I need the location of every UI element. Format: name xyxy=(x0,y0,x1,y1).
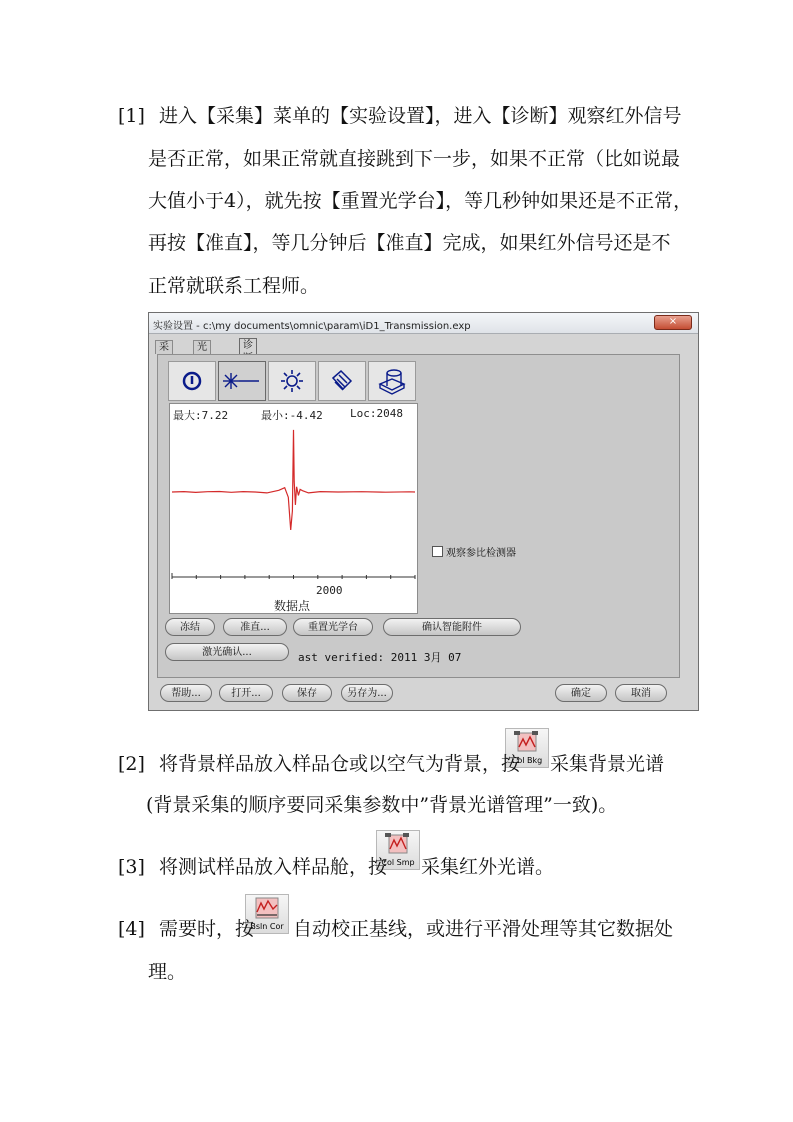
tab-bench[interactable]: 光 xyxy=(193,340,211,354)
reset-bench-button[interactable]: 重置光学台 xyxy=(293,618,373,636)
x-tick-label: 2000 xyxy=(316,584,343,597)
paragraph-4-line-1 xyxy=(118,920,254,939)
paragraph-1-text-3: 大值小于4），就先按【重置光学台】，等几秒钟如果还是不正常， xyxy=(148,190,693,212)
paragraph-4-text-b: 自动校正基线，或进行平滑处理等其它数据处 xyxy=(293,918,674,940)
cancel-button[interactable]: 取消 xyxy=(615,684,667,702)
signal-plot-svg xyxy=(170,404,417,613)
source-icon[interactable] xyxy=(268,361,316,401)
close-button[interactable]: × xyxy=(654,315,692,330)
laser-confirm-button[interactable]: 激光确认... xyxy=(165,643,289,661)
paragraph-2-text-a: 将背景样品放入样品仓或以空气为背景，按 xyxy=(158,753,520,775)
cylinder-icon[interactable] xyxy=(368,361,416,401)
signal-trace xyxy=(172,430,415,530)
experiment-setup-dialog xyxy=(148,312,699,711)
power-icon[interactable] xyxy=(168,361,216,401)
paragraph-4-text-2: 理。 xyxy=(148,961,187,983)
laser-icon[interactable] xyxy=(218,361,266,401)
last-verified-text: ast verified: 2011 3月 07 xyxy=(298,651,462,664)
paragraph-2-number: [2] xyxy=(118,753,145,775)
paragraph-2-text-2: (背景采集的顺序要同采集参数中”背景光谱管理”一致)。 xyxy=(146,794,618,816)
x-axis-label: 数据点 xyxy=(274,599,311,613)
loc-label: Loc:2048 xyxy=(350,407,403,420)
tab-diagnostics[interactable]: 诊 xyxy=(239,338,257,355)
dialog-title: 实验设置 - c:\my documents\omnic\param\iD1_Transmission.exp xyxy=(153,321,471,332)
freeze-button[interactable]: 冻结 xyxy=(165,618,215,636)
reference-detector-checkbox[interactable] xyxy=(432,544,516,559)
open-button[interactable]: 打开... xyxy=(219,684,273,702)
checkbox-box[interactable] xyxy=(432,546,443,557)
paragraph-1-text-2: 是否正常，如果正常就直接跳到下一步，如果不正常（比如说最 xyxy=(148,148,681,170)
paragraph-4-text-a: 需要时，按 xyxy=(158,918,254,940)
paragraph-4-number: [4] xyxy=(118,918,145,940)
save-button[interactable]: 保存 xyxy=(282,684,332,702)
paragraph-3-text-a: 将测试样品放入样品舱，按 xyxy=(158,856,387,878)
tab-collect[interactable]: 采 xyxy=(155,340,173,354)
paragraph-1-line-1 xyxy=(118,107,681,126)
paragraph-3-text-b: 采集红外光谱。 xyxy=(421,856,555,878)
detector-icon[interactable] xyxy=(318,361,366,401)
signal-plot xyxy=(169,403,418,614)
confirm-accessory-button[interactable]: 确认智能附件 xyxy=(383,618,521,636)
paragraph-3-line-1 xyxy=(118,858,387,877)
ok-button[interactable]: 确定 xyxy=(555,684,607,702)
paragraph-1-number: [1] xyxy=(118,105,145,127)
col-smp-label: Col Smp xyxy=(381,858,415,867)
checkbox-label: 观察参比检测器 xyxy=(446,548,516,559)
save-as-button[interactable]: 另存为... xyxy=(341,684,393,702)
x-axis xyxy=(172,573,415,579)
min-label: 最小:-4.42 xyxy=(261,409,323,422)
help-button[interactable]: 帮助... xyxy=(160,684,212,702)
paragraph-2-line-1 xyxy=(118,755,520,774)
diagnostics-panel xyxy=(157,354,680,678)
col-bkg-label: Col Bkg xyxy=(511,756,543,765)
paragraph-3-number: [3] xyxy=(118,856,145,878)
paragraph-1-text-5: 正常就联系工程师。 xyxy=(148,275,320,297)
align-button[interactable]: 准直... xyxy=(223,618,287,636)
paragraph-1-text-4: 再按【准直】，等几分钟后【准直】完成，如果红外信号还是不 xyxy=(148,232,671,254)
paragraph-1-text-1: 进入【采集】菜单的【实验设置】，进入【诊断】观察红外信号 xyxy=(158,105,682,127)
dialog-titlebar xyxy=(149,313,698,334)
paragraph-2-text-b: 采集背景光谱 xyxy=(550,753,665,775)
bsln-cor-label: Bsln Cor xyxy=(250,922,284,931)
max-label: 最大:7.22 xyxy=(173,409,229,422)
